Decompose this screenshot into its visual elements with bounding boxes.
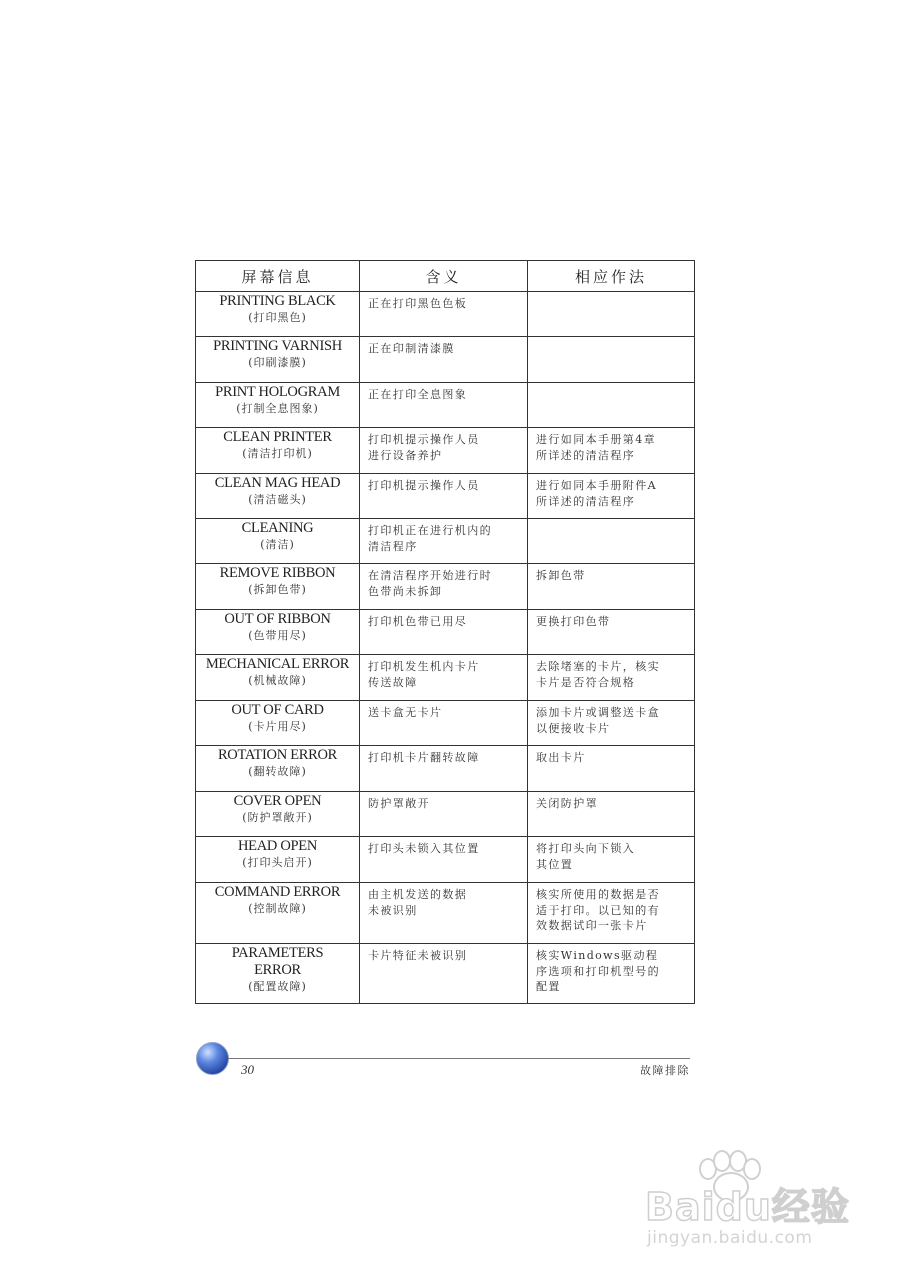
meaning-cell: 送卡盒无卡片 <box>360 701 528 746</box>
table-row <box>196 837 695 883</box>
meaning-cell: 由主机发送的数据 未被识别 <box>360 883 528 944</box>
action-cell: 将打印头向下锁入 其位置 <box>528 837 695 883</box>
message-translation: (清洁) <box>260 538 295 551</box>
message-text: CLEAN PRINTER <box>223 429 332 445</box>
message-translation: (清洁磁头) <box>248 493 307 506</box>
header-action: 相应作法 <box>528 261 695 292</box>
action-cell: 更换打印色带 <box>528 610 695 655</box>
message-translation: (打印黑色) <box>248 311 307 324</box>
header-screen-message: 屏幕信息 <box>196 261 360 292</box>
meaning-cell: 卡片特征未被识别 <box>360 944 528 1004</box>
message-text: PARAMETERS ERROR <box>231 945 324 978</box>
message-text: HEAD OPEN <box>237 838 318 854</box>
meaning-cell: 打印机正在进行机内的 清洁程序 <box>360 519 528 564</box>
table-header-row <box>196 261 695 292</box>
message-translation: (翻转故障) <box>248 765 307 778</box>
screen-message-cell <box>196 655 360 701</box>
table-row <box>196 701 695 746</box>
message-text: MECHANICAL ERROR <box>205 656 350 672</box>
screen-message-cell <box>196 519 360 564</box>
meaning-cell: 正在打印黑色色板 <box>360 292 528 337</box>
action-cell <box>528 292 695 337</box>
table-row <box>196 383 695 428</box>
table-row <box>196 337 695 383</box>
message-text: CLEAN MAG HEAD <box>214 475 341 491</box>
screen-message-cell <box>196 746 360 792</box>
screen-message-cell <box>196 564 360 610</box>
message-translation: (控制故障) <box>248 902 307 915</box>
action-cell: 核实所使用的数据是否 适于打印。以已知的有 效数据试印一张卡片 <box>528 883 695 944</box>
action-cell: 核实Windows驱动程 序选项和打印机型号的 配置 <box>528 944 695 1004</box>
message-translation: (拆卸色带) <box>248 583 307 596</box>
action-cell: 进行如同本手册第4章 所详述的清洁程序 <box>528 428 695 474</box>
screen-message-cell <box>196 944 360 1004</box>
message-text: CLEANING <box>241 520 314 536</box>
message-text: PRINTING BLACK <box>219 293 336 309</box>
meaning-cell: 打印机色带已用尽 <box>360 610 528 655</box>
message-translation: (打制全息图象) <box>236 402 319 415</box>
screen-message-cell <box>196 701 360 746</box>
meaning-cell: 防护罩敞开 <box>360 792 528 837</box>
watermark <box>645 1150 865 1260</box>
action-cell: 拆卸色带 <box>528 564 695 610</box>
message-text: OUT OF RIBBON <box>224 611 331 627</box>
meaning-cell: 打印机卡片翻转故障 <box>360 746 528 792</box>
table-row <box>196 792 695 837</box>
message-translation: (清洁打印机) <box>242 447 313 460</box>
meaning-cell: 打印机提示操作人员 进行设备养护 <box>360 428 528 474</box>
meaning-cell: 在清洁程序开始进行时 色带尚未拆卸 <box>360 564 528 610</box>
header-meaning: 含义 <box>360 261 528 292</box>
message-translation: (配置故障) <box>248 980 307 993</box>
message-text: REMOVE RIBBON <box>219 565 336 581</box>
footer-divider <box>228 1058 690 1059</box>
message-text: PRINTING VARNISH <box>213 338 342 354</box>
meaning-cell: 正在打印全息图象 <box>360 383 528 428</box>
action-cell: 添加卡片或调整送卡盒 以便接收卡片 <box>528 701 695 746</box>
message-text: COVER OPEN <box>233 793 322 809</box>
screen-message-cell <box>196 428 360 474</box>
table-row <box>196 883 695 944</box>
action-cell: 进行如同本手册附件A 所详述的清洁程序 <box>528 474 695 519</box>
message-translation: (色带用尽) <box>248 629 307 642</box>
screen-message-cell <box>196 837 360 883</box>
action-cell <box>528 383 695 428</box>
table-row <box>196 944 695 1004</box>
table-row <box>196 610 695 655</box>
message-text: OUT OF CARD <box>231 702 324 718</box>
message-text: ROTATION ERROR <box>217 747 338 763</box>
chapter-title: 故障排除 <box>640 1064 690 1077</box>
blue-sphere-icon <box>196 1042 229 1075</box>
action-cell: 去除堵塞的卡片，核实 卡片是否符合规格 <box>528 655 695 701</box>
table-row <box>196 292 695 337</box>
action-cell: 取出卡片 <box>528 746 695 792</box>
table-row <box>196 428 695 474</box>
action-cell <box>528 337 695 383</box>
meaning-cell: 打印机提示操作人员 <box>360 474 528 519</box>
screen-message-cell <box>196 610 360 655</box>
screen-message-cell <box>196 474 360 519</box>
message-translation: (防护罩敞开) <box>242 811 313 824</box>
action-cell: 关闭防护罩 <box>528 792 695 837</box>
action-cell <box>528 519 695 564</box>
page-number: 30 <box>241 1062 254 1077</box>
message-translation: (印刷漆膜) <box>248 356 307 369</box>
screen-message-cell <box>196 792 360 837</box>
table-row <box>196 474 695 519</box>
meaning-cell: 正在印制清漆膜 <box>360 337 528 383</box>
watermark-logo: Baidu经验 <box>645 1185 850 1229</box>
table-body <box>196 292 695 1004</box>
meaning-cell: 打印机发生机内卡片 传送故障 <box>360 655 528 701</box>
message-text: PRINT HOLOGRAM <box>215 384 340 400</box>
watermark-url: jingyan.baidu.com <box>647 1228 813 1248</box>
message-text: COMMAND ERROR <box>214 884 341 900</box>
meaning-cell: 打印头未锁入其位置 <box>360 837 528 883</box>
table-row <box>196 655 695 701</box>
message-translation: (机械故障) <box>248 674 307 687</box>
table-row <box>196 746 695 792</box>
screen-message-cell <box>196 292 360 337</box>
table-row <box>196 564 695 610</box>
screen-message-cell <box>196 883 360 944</box>
message-translation: (打印头启开) <box>242 856 313 869</box>
screen-message-cell <box>196 337 360 383</box>
screen-message-cell <box>196 383 360 428</box>
table-row <box>196 519 695 564</box>
message-translation: (卡片用尽) <box>248 720 307 733</box>
error-message-table <box>195 260 695 1004</box>
